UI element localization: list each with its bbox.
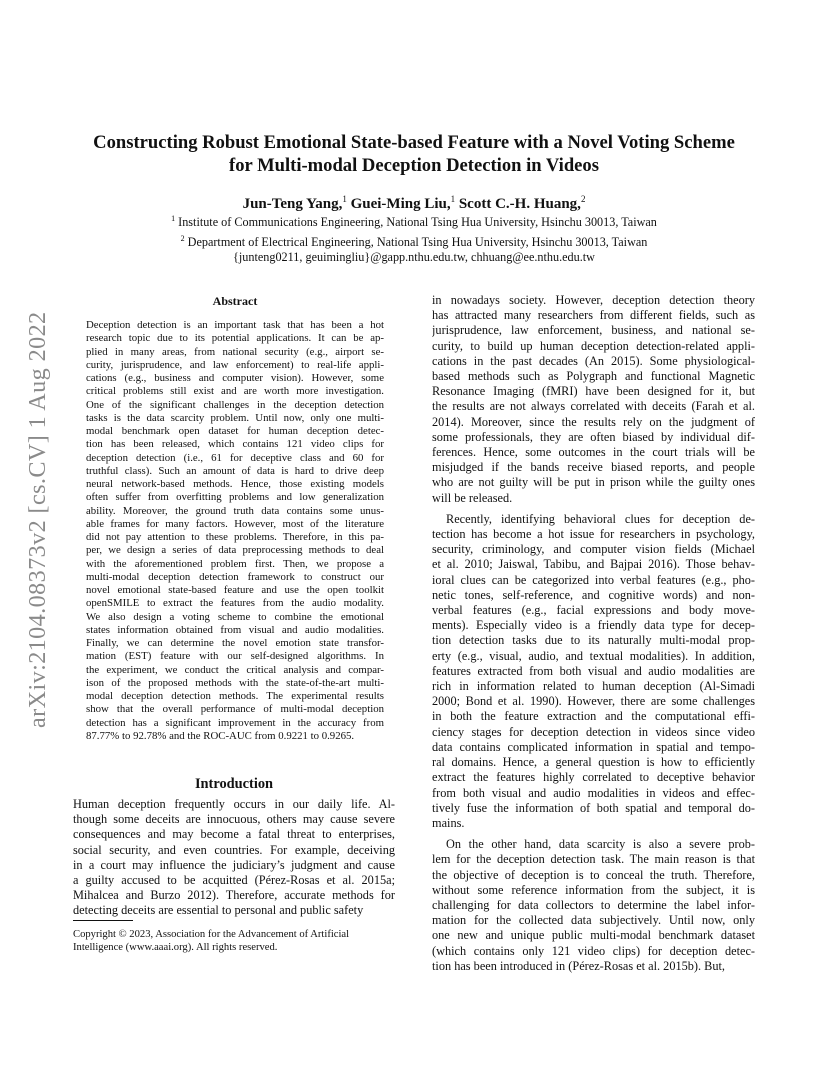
- affiliation-mark: 2: [180, 233, 185, 243]
- author-list: [64, 190, 764, 213]
- paragraph-line: netic tones, self-reference, and cognitive words) and non-: [432, 587, 755, 602]
- paragraph-line: some professionals, they are often biased by individual dif-: [432, 429, 755, 444]
- paragraph-line: has attracted many researchers from different fields, such as: [432, 308, 755, 323]
- introduction-line: social security, and even countries. For example, deceiving: [73, 842, 395, 857]
- abstract-line: ability. Moreover, the ground truth data contains some unus-: [86, 504, 384, 517]
- copyright-notice: [73, 928, 395, 954]
- paragraph-line: mains.: [432, 815, 465, 830]
- paragraph-line: tion has been introduced in (Pérez-Rosas et al. 2015b). But,: [432, 958, 726, 973]
- abstract-line: novel emotional state-based feature and use the open toolkit: [86, 584, 384, 596]
- paragraph-line: in both the feature extraction and the computational effi-: [432, 709, 755, 724]
- introduction-line: a guilty accused to be acquitted (Pérez-Rosas et al. 2015a;: [73, 873, 395, 888]
- paragraph-line: Resonance Imaging (fMRI) have been designed for it, but: [432, 384, 755, 399]
- affiliations: [64, 211, 764, 266]
- paragraph-line: Recently, identifying behavioral clues for deception de-: [446, 511, 755, 526]
- paragraph-line: data contains complicated information in spatial and tempo-: [432, 739, 755, 754]
- affiliation-mark: 1: [171, 214, 176, 223]
- paragraph: [432, 293, 755, 506]
- introduction-line: Mihalcea and Burzo 2012). Therefore, accurate methods for: [73, 888, 395, 903]
- abstract-line: research topic due to its potential applications. It can be ap-: [86, 332, 384, 345]
- paragraph-line: features extracted from both visual and audio modalities are: [432, 663, 755, 678]
- introduction-line: consequences and may become a fatal threat to enterprises,: [73, 827, 395, 842]
- author-affiliation-mark: 1: [342, 194, 347, 204]
- abstract-line: truthful class). Such an amount of data is hard to drive deep: [86, 464, 384, 477]
- abstract-line: openSMILE to extract the features from the audio modality.: [86, 597, 384, 610]
- introduction-line: though some deceits are innocuous, others may cause severe: [73, 812, 395, 827]
- right-column-body: [432, 293, 755, 974]
- author-affiliation-mark: 2: [580, 194, 586, 204]
- abstract-line: per, we design a series of data preprocessing methods to deal: [86, 544, 384, 557]
- paragraph-line: ciency stages for deception detection in videos since video: [432, 724, 755, 739]
- abstract-line: Finally, we can determine the novel emotion state transfor-: [86, 637, 384, 649]
- paragraph-line: one new and unique public multi-modal benchmark dataset: [432, 928, 755, 943]
- affiliation-line: [64, 211, 764, 231]
- paragraph-line: tection has become a hot issue for researchers in psychology,: [432, 527, 755, 542]
- abstract-line: with the aforementioned problem first. Then, we propose a: [86, 557, 384, 570]
- abstract-line: neural network-based methods. Hence, those existing models: [86, 478, 384, 490]
- introduction-line: Human deception frequently occurs in our daily life. Al-: [73, 797, 395, 811]
- abstract-line: deception detection (i.e., 61 for deceptive class and 60 for: [86, 451, 384, 464]
- paragraph-line: lem for the deception detection task. The main reason is that: [432, 852, 755, 867]
- abstract-line: show that the overall performance of multi-modal deception: [86, 703, 384, 716]
- abstract-line: often suffer from overfitting problems and low generalization: [86, 491, 384, 504]
- abstract-line: One of the significant challenges in the deception detection: [86, 398, 384, 411]
- paragraph-line: curity, to build up human deception detection-related appli-: [432, 338, 755, 353]
- affiliation-line: [64, 231, 764, 251]
- paragraph-line: ral domains. Hence, a general question is how to efficiently: [432, 755, 755, 770]
- paragraph-line: will be released.: [432, 490, 513, 505]
- abstract-line: multi-modal deception detection framework to construct our: [86, 570, 384, 583]
- paragraph-line: et al. 2010; Jaiswal, Tabibu, and Bajpai 2016). Those behav-: [432, 557, 755, 572]
- paragraph-line: (which contains only 121 video clips) for deception detec-: [432, 943, 755, 958]
- abstract-line: detection has a significant improvement in the accuracy from: [86, 716, 384, 729]
- abstract-line: able frames for many factors. However, most of the literature: [86, 517, 384, 530]
- paragraph-line: erty (e.g., visual, audio, and textual modalities). In addition,: [432, 648, 755, 663]
- title-line: for Multi-modal Deception Detection in Videos: [229, 155, 599, 176]
- paragraph-line: from both visual and audio modalities in videos and effec-: [432, 785, 755, 800]
- paragraph-line: ioral clues can be categorized into verbal features (e.g., pho-: [432, 572, 755, 587]
- paper-title: [64, 131, 764, 177]
- abstract-line: Deception detection is an important task that has been a hot: [86, 319, 384, 331]
- abstract-line: curity, jurisprudence, and law enforcement) to real-life appli-: [86, 358, 384, 371]
- abstract-line: modal deception detection methods. The experimental results: [86, 690, 384, 702]
- paragraph-line: the results are not always correlated with deceits (Farah et al.: [432, 399, 755, 414]
- paragraph-line: 2000; Bond et al. 1990). However, there are some challenges: [432, 694, 755, 709]
- abstract-line: did not pay attention to these problems. Therefore, in this pa-: [86, 531, 384, 543]
- paragraph-line: based methods such as Polygraph and functional Magnetic: [432, 369, 755, 384]
- abstract-line: modal benchmark open dataset for human deception detec-: [86, 425, 384, 437]
- footnote-rule: [73, 920, 133, 921]
- author-name: Scott C.-H. Huang,: [458, 196, 581, 212]
- paragraph: [432, 837, 755, 974]
- abstract-line: tion has been released, which contains 121 video clips for: [86, 438, 384, 451]
- abstract-line: We also design a voting scheme to combine the emotional: [86, 610, 384, 623]
- abstract-body: [86, 319, 384, 743]
- paragraph-line: ments). Especially video is a friendly data type for decep-: [432, 618, 755, 633]
- paragraph-line: misjudged if the bands receive biased reports, and people: [432, 460, 755, 475]
- paragraph-line: in nowadays society. However, deception detection theory: [432, 293, 755, 307]
- introduction-heading: Introduction: [194, 776, 274, 792]
- paragraph-line: cations in the past decades (An 2015). Some physiological-: [432, 353, 755, 368]
- introduction-line: detecting deceits are essential to personal and public safety: [73, 903, 364, 918]
- abstract-heading: Abstract: [212, 294, 258, 308]
- paragraph-line: without some reference information from the subject, it is: [432, 882, 755, 897]
- paragraph-line: tively fuse the information of both spatial and temporal do-: [432, 800, 755, 815]
- paragraph-line: 2014). Moreover, since the results rely on the judgment of: [432, 414, 755, 429]
- abstract-line: 87.77% to 92.78% and the ROC-AUC from 0.9221 to 0.9265.: [86, 729, 355, 742]
- author-name: Guei-Ming Liu,: [350, 196, 451, 212]
- paragraph-line: extract the features highly correlated to deceptive behavior: [432, 770, 755, 785]
- paragraph-line: security, criminology, and computer vision fields (Michael: [432, 542, 755, 557]
- author-emails: {junteng0211, geuimingliu}@gapp.nthu.edu.tw, chhuang@ee.nthu.edu.tw: [233, 250, 595, 264]
- abstract-line: critical problems still exist and are worth more investigation.: [86, 385, 384, 398]
- author-name: Jun-Teng Yang,: [242, 196, 343, 212]
- paragraph: [432, 512, 755, 831]
- abstract-line: ison of the proposed methods with the state-of-the-art multi-: [86, 676, 384, 689]
- introduction-body: [73, 797, 395, 919]
- copyright-line: Intelligence (www.aaai.org). All rights reserved.: [73, 942, 278, 953]
- abstract-line: the experiment, we conduct the critical analysis and compar-: [86, 663, 384, 676]
- paragraph-line: On the other hand, data scarcity is also a severe prob-: [446, 837, 755, 852]
- paragraph-line: the objective of deception is to conceal the truth. Therefore,: [432, 867, 755, 882]
- abstract-line: tasks is the data scarcity problem. Until now, only one multi-: [86, 411, 384, 424]
- paragraph-line: rich in information related to human deception (Al-Simadi: [432, 679, 755, 694]
- author-affiliation-mark: 1: [450, 194, 456, 204]
- abstract-line: states information obtained from visual and audio modalities.: [86, 623, 384, 636]
- title-line: Constructing Robust Emotional State-based Feature with a Novel Voting Scheme: [93, 132, 735, 153]
- abstract-line: plied in many areas, from national security (e.g., airport se-: [86, 345, 384, 358]
- paragraph-line: tion detection tasks due to its naturally multi-modal prop-: [432, 633, 755, 648]
- paragraph-line: ferences. Hence, some outcomes in the court trials will be: [432, 445, 755, 460]
- paragraph-line: who are not guilty will be put in prison while the guilty ones: [432, 475, 755, 490]
- abstract-line: mation (EST) feature with our self-designed algorithms. In: [86, 650, 384, 663]
- introduction-line: in a court may influence the judiciary’s judgment and cause: [73, 857, 395, 872]
- paragraph-line: mation for the collected data subjectively. Until now, only: [432, 913, 755, 928]
- paragraph-line: jurisprudence, law enforcement, business, and national se-: [432, 323, 755, 338]
- paragraph-line: verbal features (e.g., facial expressions and body move-: [432, 603, 755, 618]
- copyright-line: Copyright © 2023, Association for the Advancement of Artificial: [73, 929, 350, 940]
- affiliation-text: Institute of Communications Engineering, National Tsing Hua University, Hsinchu 30013, Taiwan: [178, 215, 657, 229]
- affiliation-text: Department of Electrical Engineering, National Tsing Hua University, Hsinchu 30013, Taiwan: [187, 234, 648, 249]
- arxiv-identifier: arXiv:2104.08373v2 [cs.CV] 1 Aug 2022: [24, 311, 51, 729]
- abstract-line: cations (e.g., business and computer vision). However, some: [86, 372, 384, 384]
- paragraph-line: challenging for data collectors to determine the label infor-: [432, 897, 755, 912]
